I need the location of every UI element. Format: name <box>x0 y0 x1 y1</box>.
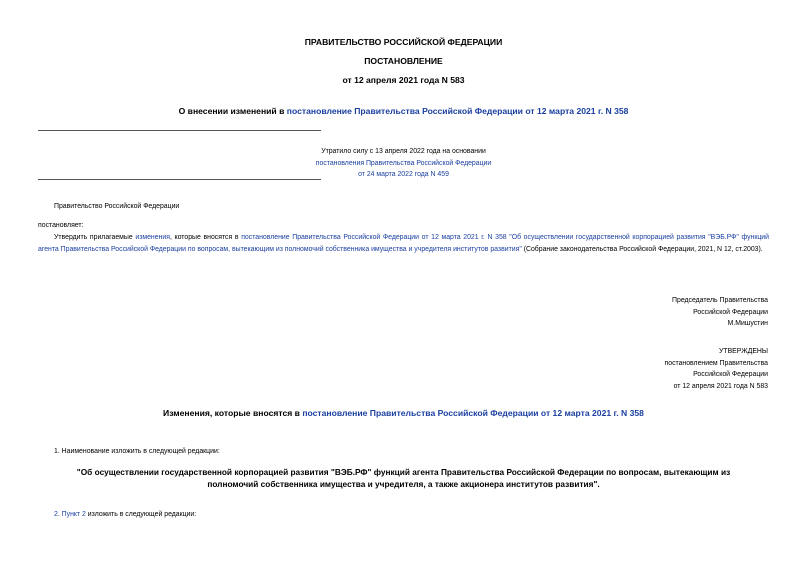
approved-date: от 12 апреля 2021 года N 583 <box>673 382 768 390</box>
p1-text-c: (Собрание законодательства Российской Федерации, 2021, N 12, ст.2003). <box>521 245 763 253</box>
expired-note <box>0 146 807 181</box>
new-name-line-1: "Об осуществлении государственной корпорацией развития "ВЭБ.РФ" функций агента Правительства Российской Федерации по вопросам, вытекающим из <box>76 467 731 477</box>
item-1: 1. Наименование изложить в следующей редакции: <box>54 448 220 455</box>
signature-org: Российской Федерации <box>693 308 768 316</box>
document-title <box>0 106 807 116</box>
government-heading: ПРАВИТЕЛЬСТВО РОССИЙСКОЙ ФЕДЕРАЦИИ <box>304 37 503 47</box>
signature-title: Председатель Правительства <box>672 297 768 304</box>
item-2-text: изложить в следующей редакции: <box>85 511 197 518</box>
expired-note-text: Утратило силу с 13 апреля 2022 года на основании <box>321 148 486 155</box>
approved-by: постановлением Правительства <box>664 359 768 367</box>
expired-note-link-date[interactable]: от 24 марта 2022 года N 459 <box>358 171 449 178</box>
item-2 <box>54 511 196 518</box>
changes-title <box>0 408 807 418</box>
approved-block <box>665 346 769 392</box>
divider-bottom <box>38 179 321 180</box>
signature-block <box>672 295 768 330</box>
changes-title-link[interactable]: постановление Правительства Российской Федерации от 12 марта 2021 г. N 358 <box>302 408 644 418</box>
title-link[interactable]: постановление Правительства Российской Федерации от 12 марта 2021 г. N 358 <box>286 106 629 116</box>
p1-link-decree[interactable]: постановление Правительства Российской Федерации от 12 марта 2021 г. N 358 "Об осуществлении государственной корпорацией развития "ВЭБ.РФ" функций агента Правительства Российской Федерации по вопросам, вытекающим из полномочий собственника имущества и учредителя институтов развития" <box>38 234 769 253</box>
decree-word: постановляет: <box>38 222 84 229</box>
item-2-link[interactable]: Пункт 2 <box>61 511 86 518</box>
paragraph-approve <box>38 232 769 255</box>
p1-text-a: Утвердить прилагаемые <box>54 234 136 241</box>
p1-link-changes[interactable]: изменения <box>135 234 170 241</box>
approved-label: УТВЕРЖДЕНЫ <box>719 348 768 355</box>
document-date-number: от 12 апреля 2021 года N 583 <box>342 75 465 85</box>
intro-text: Правительство Российской Федерации <box>54 203 180 210</box>
changes-title-prefix: Изменения, которые вносятся в <box>163 408 303 418</box>
signature-name: М.Мишустин <box>727 320 768 327</box>
expired-note-link[interactable]: постановления Правительства Российской Федерации <box>315 159 492 167</box>
item-2-number: 2. <box>54 511 62 518</box>
new-name-line-2: полномочий собственника имущества и учредителя, а также акционера институтов развития". <box>207 478 600 489</box>
title-prefix: О внесении изменений в <box>178 106 287 116</box>
approved-org: Российской Федерации <box>693 371 768 378</box>
new-name <box>0 467 807 490</box>
divider-top <box>38 130 321 131</box>
document-type: ПОСТАНОВЛЕНИЕ <box>364 56 443 66</box>
p1-text-b: , которые вносятся в <box>169 234 242 241</box>
